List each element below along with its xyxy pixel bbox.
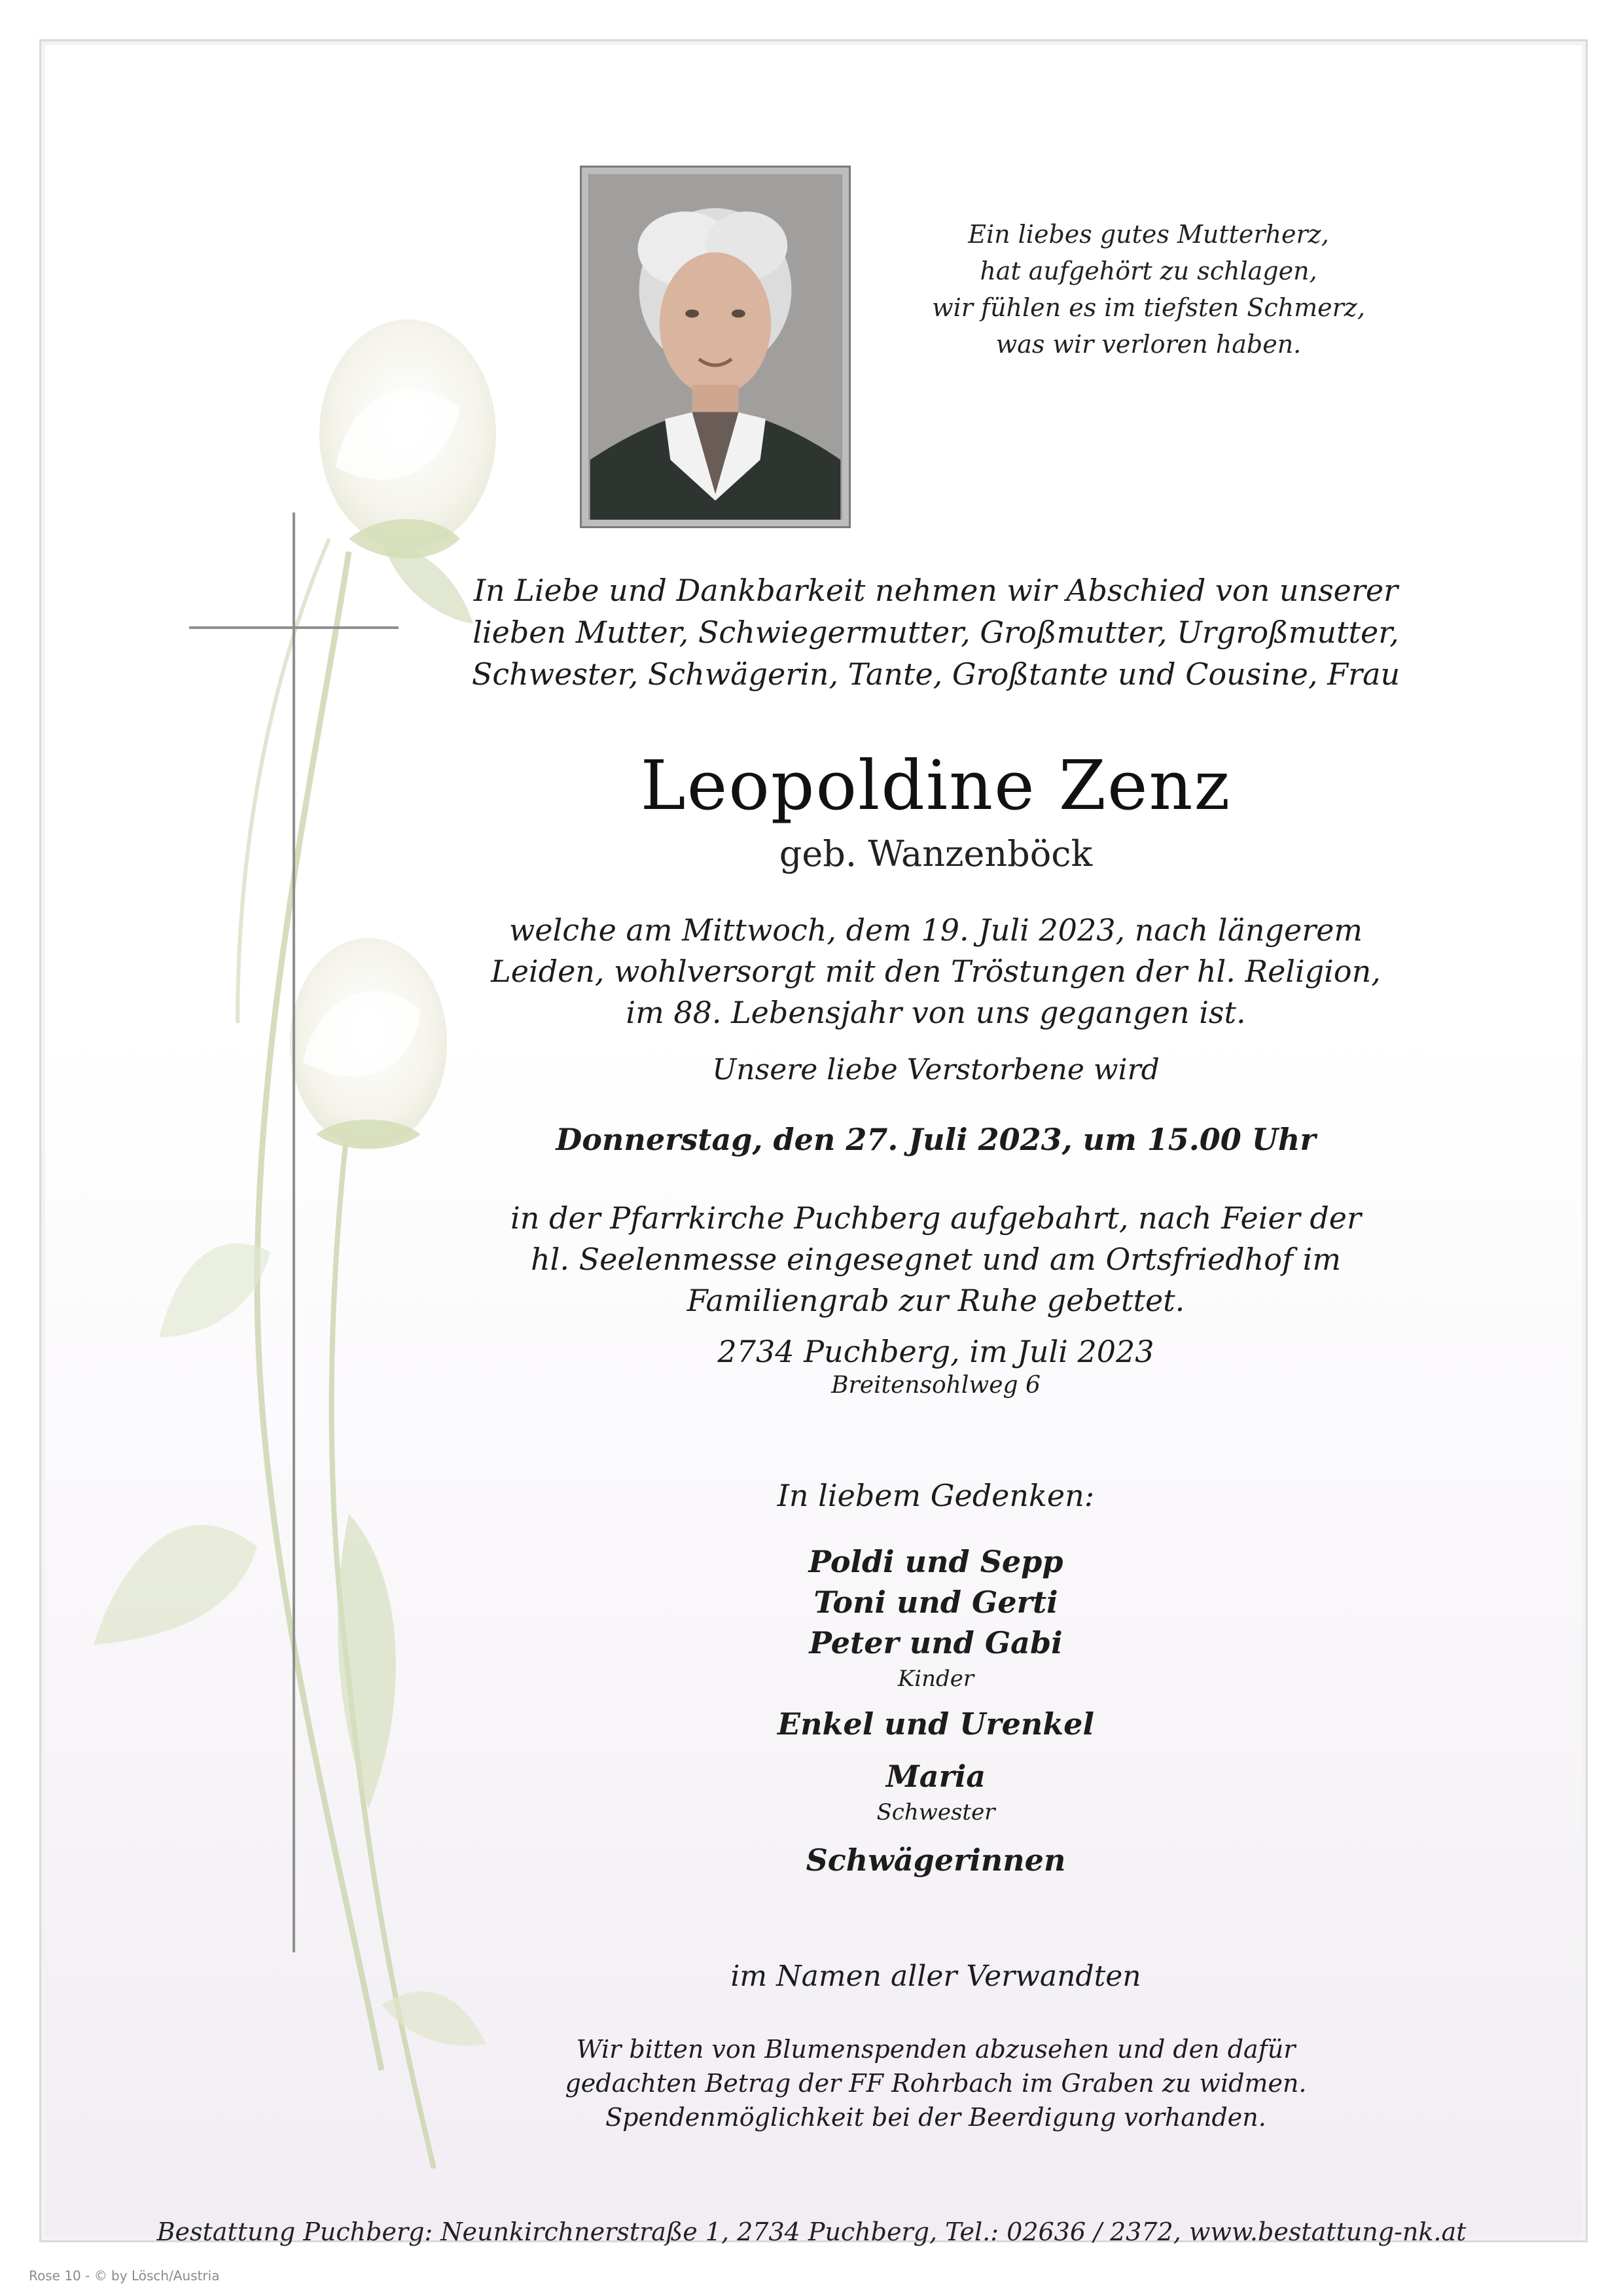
children-group	[425, 1541, 1446, 1695]
death-line: Leiden, wohlversorgt mit den Tröstungen der hl. Religion,	[491, 954, 1381, 989]
grandchildren-group	[425, 1704, 1446, 1744]
intro-line: In Liebe und Dankbarkeit nehmen wir Abschied von unserer	[473, 573, 1399, 608]
mourners-closing: im Namen aller Verwandten	[730, 1960, 1141, 1993]
funeral-intro: Unsere liebe Verstorbene wird	[712, 1053, 1160, 1086]
place-and-date: 2734 Puchberg, im Juli 2023	[717, 1334, 1154, 1369]
portrait-photo	[582, 168, 849, 526]
mourner-name: Peter und Gabi	[809, 1625, 1063, 1660]
ceremony-line: hl. Seelenmesse eingesegnet und am Ortsfriedhof im	[531, 1242, 1341, 1277]
death-line: im 88. Lebensjahr von uns gegangen ist.	[626, 995, 1246, 1030]
mourner-name: Schwägerinnen	[806, 1842, 1066, 1878]
mourner-name: Toni und Gerti	[813, 1585, 1058, 1620]
in-laws-group	[425, 1840, 1446, 1880]
poem-line: wir fühlen es im tiefsten Schmerz,	[932, 293, 1365, 322]
sister-group	[425, 1756, 1446, 1828]
death-line: welche am Mittwoch, dem 19. Juli 2023, nach längerem	[508, 912, 1363, 948]
donation-line: gedachten Betrag der FF Rohrbach im Graben zu widmen.	[565, 2069, 1307, 2098]
ceremony-line: Familiengrab zur Ruhe gebettet.	[687, 1283, 1185, 1318]
image-credit: Rose 10 - © by Lösch/Austria	[29, 2268, 220, 2284]
donation-line: Spendenmöglichkeit bei der Beerdigung vorhanden.	[605, 2103, 1266, 2132]
intro-text	[425, 569, 1446, 695]
portrait-illustration	[588, 174, 842, 520]
mourner-role: Schwester	[876, 1799, 995, 1825]
donation-line: Wir bitten von Blumenspenden abzusehen und den dafür	[576, 2035, 1296, 2064]
mourner-role: Kinder	[897, 1666, 974, 1692]
birth-name: geb. Wanzenböck	[779, 833, 1093, 874]
poem-line: Ein liebes gutes Mutterherz,	[968, 220, 1329, 249]
street-address: Breitensohlweg 6	[831, 1372, 1041, 1399]
funeral-ceremony-text	[425, 1198, 1446, 1321]
mourners-list	[425, 1541, 1446, 1880]
donation-request	[425, 2032, 1446, 2134]
intro-line: Schwester, Schwägerin, Tante, Großtante und Cousine, Frau	[471, 656, 1400, 692]
intro-line: lieben Mutter, Schwiegermutter, Großmutter, Urgroßmutter,	[473, 615, 1399, 650]
ceremony-line: in der Pfarrkirche Puchberg aufgebahrt, nach Feier der	[510, 1200, 1361, 1236]
mourner-name: Poldi und Sepp	[808, 1544, 1063, 1579]
mourner-name: Enkel und Urenkel	[777, 1706, 1094, 1742]
poem-line: hat aufgehört zu schlagen,	[980, 257, 1317, 285]
mourner-name: Maria	[885, 1759, 986, 1794]
deceased-name: Leopoldine Zenz	[640, 745, 1232, 825]
funeral-date: Donnerstag, den 27. Juli 2023, um 15.00 Uhr	[556, 1122, 1316, 1157]
death-notice-text	[425, 910, 1446, 1033]
mourners-heading: In liebem Gedenken:	[777, 1478, 1095, 1513]
poem-line: was wir verloren haben.	[995, 330, 1302, 359]
poem-verse	[870, 216, 1427, 363]
funeral-home-footer: Bestattung Puchberg: Neunkirchnerstraße 1, 2734 Puchberg, Tel.: 02636 / 2372, www.bestattung-nk.at	[156, 2217, 1467, 2246]
